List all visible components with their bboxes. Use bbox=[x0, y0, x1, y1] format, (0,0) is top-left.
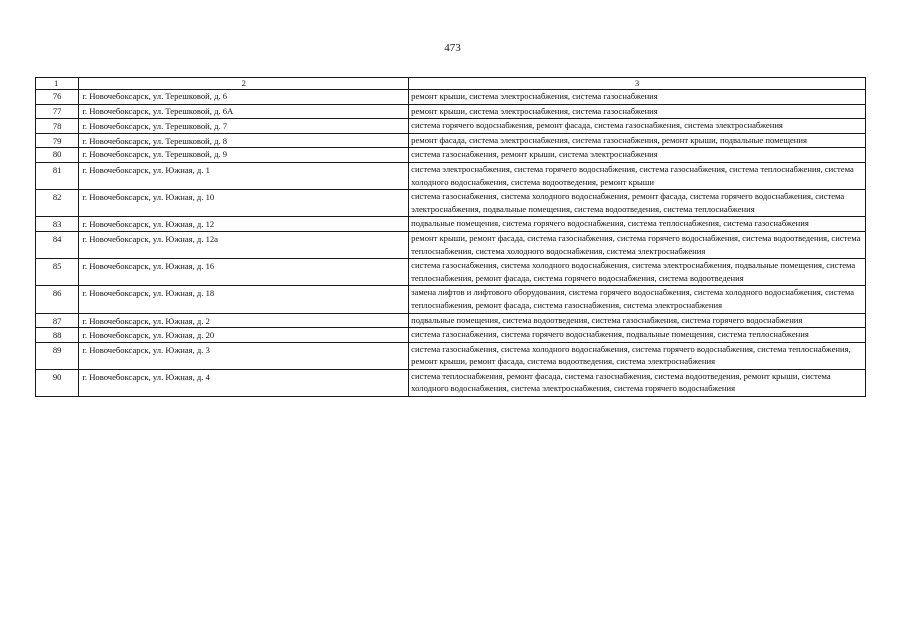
row-address: г. Новочебоксарск, ул. Южная, д. 16 bbox=[79, 259, 409, 286]
row-number: 83 bbox=[36, 217, 79, 232]
table-row bbox=[36, 231, 866, 258]
row-address: г. Новочебоксарск, ул. Южная, д. 18 bbox=[79, 286, 409, 313]
row-works: ремонт фасада, система электроснабжения, система газоснабжения, ремонт крыши, подвальные помещения bbox=[409, 133, 866, 148]
row-address: г. Новочебоксарск, ул. Терешковой, д. 6 bbox=[79, 90, 409, 105]
row-number: 80 bbox=[36, 148, 79, 163]
row-works: ремонт крыши, ремонт фасада, система газоснабжения, система горячего водоснабжения, система водоотведения, система теплоснабжения, система холодного водоснабжения, система электроснабжения bbox=[409, 231, 866, 258]
row-address: г. Новочебоксарск, ул. Терешковой, д. 6А bbox=[79, 104, 409, 119]
row-works: система газоснабжения, система холодного водоснабжения, ремонт фасада, система горячего водоснабжения, система электроснабжения, подвальные помещения, система водоотведения, система теплоснабжения bbox=[409, 190, 866, 217]
table-row bbox=[36, 313, 866, 328]
row-works: ремонт крыши, система электроснабжения, система газоснабжения bbox=[409, 90, 866, 105]
table-row bbox=[36, 190, 866, 217]
row-address: г. Новочебоксарск, ул. Южная, д. 4 bbox=[79, 369, 409, 396]
header-col-works: 3 bbox=[409, 78, 866, 90]
row-number: 89 bbox=[36, 342, 79, 369]
row-address: г. Новочебоксарск, ул. Южная, д. 2 bbox=[79, 313, 409, 328]
row-works: замена лифтов и лифтового оборудования, система горячего водоснабжения, система холодного водоснабжения, система теплоснабжения, ремонт фасада, система газоснабжения, система электроснабжения bbox=[409, 286, 866, 313]
table-row bbox=[36, 259, 866, 286]
header-col-address: 2 bbox=[79, 78, 409, 90]
row-number: 78 bbox=[36, 119, 79, 134]
row-works: система газоснабжения, система холодного водоснабжения, система горячего водоснабжения, система теплоснабжения, ремонт крыши, ремонт фасада, система водоотведения, система электроснабжения bbox=[409, 342, 866, 369]
row-works: система горячего водоснабжения, ремонт фасада, система газоснабжения, система электроснабжения bbox=[409, 119, 866, 134]
header-row bbox=[36, 78, 866, 90]
row-number: 90 bbox=[36, 369, 79, 396]
row-number: 79 bbox=[36, 133, 79, 148]
row-number: 86 bbox=[36, 286, 79, 313]
row-works: система газоснабжения, ремонт крыши, система электроснабжения bbox=[409, 148, 866, 163]
row-number: 87 bbox=[36, 313, 79, 328]
table-row bbox=[36, 133, 866, 148]
table-row bbox=[36, 90, 866, 105]
row-address: г. Новочебоксарск, ул. Южная, д. 10 bbox=[79, 190, 409, 217]
table-row bbox=[36, 369, 866, 396]
row-works: система газоснабжения, система горячего водоснабжения, подвальные помещения, система теплоснабжения bbox=[409, 328, 866, 343]
row-number: 81 bbox=[36, 162, 79, 189]
row-number: 85 bbox=[36, 259, 79, 286]
row-number: 82 bbox=[36, 190, 79, 217]
table-row bbox=[36, 119, 866, 134]
row-works: система электроснабжения, система горячего водоснабжения, система газоснабжения, система теплоснабжения, система холодного водоснабжения, система водоотведения, ремонт крыши bbox=[409, 162, 866, 189]
table-row bbox=[36, 286, 866, 313]
row-address: г. Новочебоксарск, ул. Терешковой, д. 8 bbox=[79, 133, 409, 148]
row-works: подвальные помещения, система горячего водоснабжения, система теплоснабжения, система газоснабжения bbox=[409, 217, 866, 232]
table-header bbox=[36, 78, 866, 90]
row-address: г. Новочебоксарск, ул. Терешковой, д. 7 bbox=[79, 119, 409, 134]
row-address: г. Новочебоксарск, ул. Южная, д. 20 bbox=[79, 328, 409, 343]
row-address: г. Новочебоксарск, ул. Южная, д. 1 bbox=[79, 162, 409, 189]
row-number: 88 bbox=[36, 328, 79, 343]
table-row bbox=[36, 217, 866, 232]
table-row bbox=[36, 162, 866, 189]
table-row bbox=[36, 328, 866, 343]
row-works: система теплоснабжения, ремонт фасада, система газоснабжения, система водоотведения, ремонт крыши, система холодного водоснабжения, система электроснабжения, система горячего водоснабжения bbox=[409, 369, 866, 396]
row-number: 76 bbox=[36, 90, 79, 105]
row-address: г. Новочебоксарск, ул. Южная, д. 12а bbox=[79, 231, 409, 258]
table-body bbox=[36, 90, 866, 397]
row-number: 84 bbox=[36, 231, 79, 258]
row-address: г. Новочебоксарск, ул. Терешковой, д. 9 bbox=[79, 148, 409, 163]
row-works: ремонт крыши, система электроснабжения, система газоснабжения bbox=[409, 104, 866, 119]
header-col-number: 1 bbox=[36, 78, 79, 90]
row-works: подвальные помещения, система водоотведения, система газоснабжения, система горячего водоснабжения bbox=[409, 313, 866, 328]
works-table bbox=[35, 77, 866, 397]
table-row bbox=[36, 342, 866, 369]
row-works: система газоснабжения, система холодного водоснабжения, система электроснабжения, подвальные помещения, система теплоснабжения, ремонт фасада, система горячего водоснабжения, система водоотведения bbox=[409, 259, 866, 286]
row-number: 77 bbox=[36, 104, 79, 119]
table-row bbox=[36, 104, 866, 119]
row-address: г. Новочебоксарск, ул. Южная, д. 3 bbox=[79, 342, 409, 369]
table-row bbox=[36, 148, 866, 163]
row-address: г. Новочебоксарск, ул. Южная, д. 12 bbox=[79, 217, 409, 232]
page-number: 473 bbox=[444, 42, 461, 54]
